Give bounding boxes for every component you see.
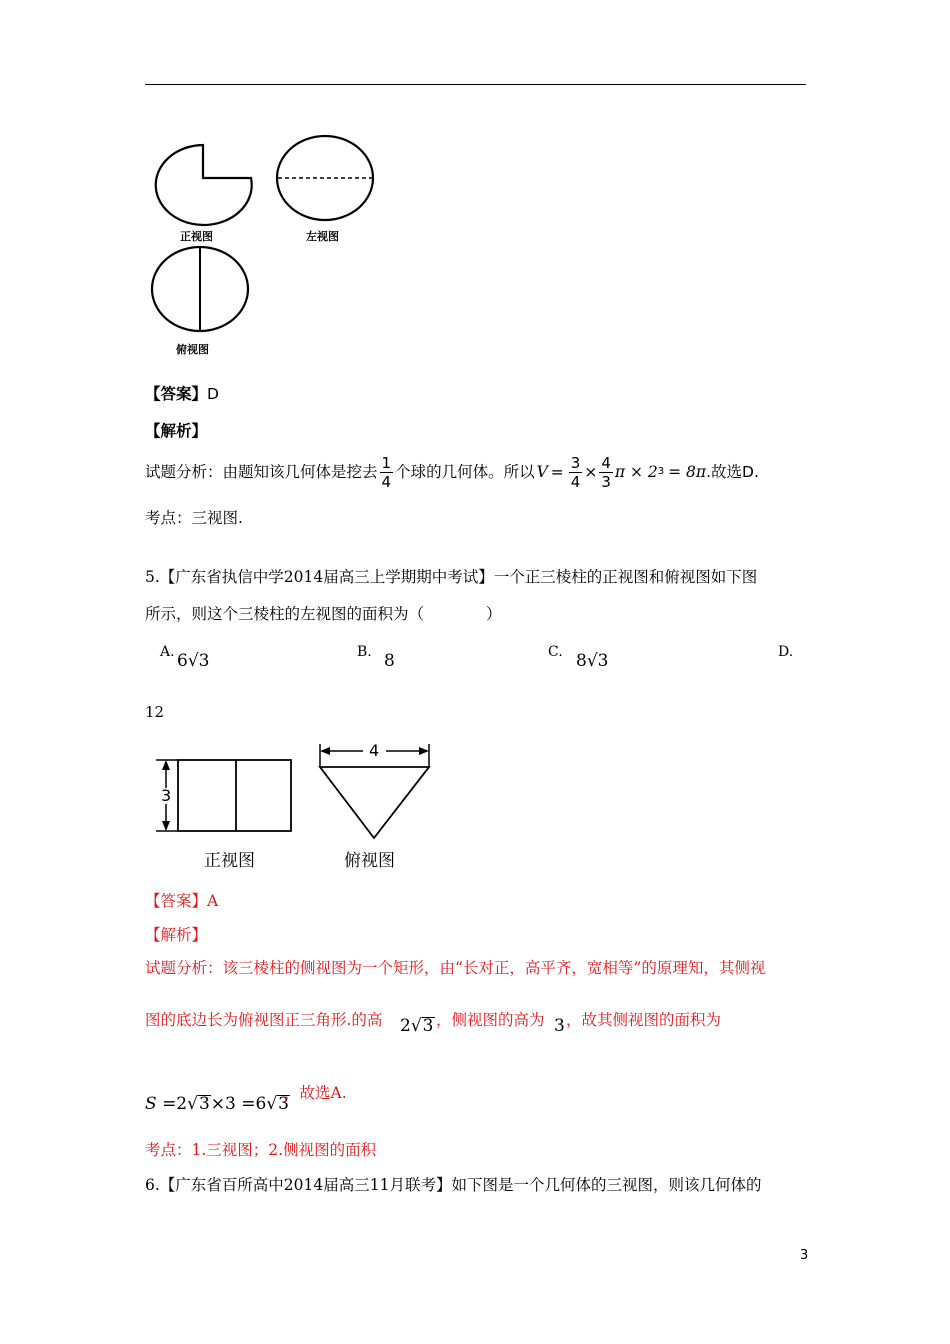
- q5-answer: [145, 891, 218, 911]
- dim-height-label: 3: [161, 786, 172, 805]
- analysis-suffix: .故选D.: [706, 463, 759, 481]
- h-value: [400, 1016, 435, 1036]
- option-c-letter: C.: [548, 644, 563, 660]
- frac-den: 3: [601, 472, 611, 491]
- q5-kaodian: 考点：1.三视图；2.侧视图的面积: [145, 1141, 377, 1159]
- height-value: 3: [554, 1016, 565, 1036]
- frac-num: 1: [381, 453, 392, 472]
- fraction-one-quarter: [380, 454, 394, 491]
- analysis-prefix: 试题分析：由题知该几何体是挖去: [145, 463, 378, 481]
- analysis-mid: 个球的几何体。所以: [395, 463, 535, 481]
- q5-analysis-line2a: 图的底边长为俯视图正三角形.的高: [145, 1011, 383, 1029]
- option-b-value: 8: [384, 651, 395, 671]
- var-V: V: [536, 463, 548, 481]
- frac-num: 3: [570, 453, 581, 472]
- frac-den: 4: [570, 472, 581, 491]
- frac-num: 4: [601, 453, 611, 472]
- page-number: 3: [800, 1248, 809, 1263]
- answer-value: A: [207, 892, 219, 910]
- fraction-four-thirds: [599, 454, 613, 491]
- h-radicand: 3: [422, 1016, 434, 1036]
- answer-tag: 【答案】: [145, 892, 208, 910]
- q5-question-line1: 5.【广东省执信中学2014届高三上学期期中考试】一个正三棱柱的正视图和俯视图如下图: [145, 568, 758, 586]
- front-view-label: 正视图: [180, 230, 213, 243]
- q4-analysis-line: [145, 452, 759, 492]
- front-view-shape: [156, 145, 252, 225]
- q5-analysis-line2b: ，侧视图的高为: [436, 1011, 545, 1029]
- exponent: 3: [657, 466, 665, 477]
- formula-rad1: 3: [198, 1094, 210, 1114]
- sqrt-sign: √: [266, 1094, 278, 1114]
- answer-tag: 【答案】: [145, 385, 208, 403]
- formula-suffix: ，故选A.: [284, 1084, 347, 1102]
- q4-kaodian: 考点：三视图.: [145, 509, 243, 527]
- left-view-label: 左视图: [306, 230, 339, 243]
- option-b-letter: B.: [357, 644, 372, 660]
- formula-S: S: [145, 1094, 157, 1114]
- answer-value: D: [207, 385, 219, 403]
- q6-question-line1: 6.【广东省百所高中2014届高三11月联考】如下图是一个几何体的三视图，则该几何体的: [145, 1176, 762, 1194]
- q5-top-view-label: 俯视图: [344, 851, 395, 871]
- q4-analysis-tag: 【解析】: [145, 422, 208, 440]
- q5-analysis-line1: 试题分析：该三棱柱的侧视图为一个矩形，由“长对正，高平齐，宽相等”的原理知，其侧视: [145, 959, 766, 977]
- formula-times: ×3 =6: [210, 1094, 267, 1114]
- sqrt-sign: √: [187, 1094, 198, 1114]
- option-a-value: 6√3: [177, 651, 210, 671]
- equals: =: [550, 463, 564, 481]
- front-view-rect: [178, 760, 291, 831]
- formula-rad2: 3: [278, 1094, 289, 1114]
- option-d-value: 12: [145, 703, 165, 721]
- q5-analysis-tag: 【解析】: [145, 926, 208, 944]
- frac-den: 4: [381, 472, 392, 491]
- q5-front-view-label: 正视图: [204, 851, 255, 871]
- option-c-value: 8√3: [576, 651, 609, 671]
- top-view-label: 俯视图: [176, 343, 209, 356]
- figure-prism-views: [150, 740, 440, 840]
- option-d-letter: D.: [778, 644, 794, 660]
- fraction-three-quarters: [569, 454, 583, 491]
- result: = 8π: [668, 463, 707, 481]
- q5-question-line2: 所示，则这个三棱柱的左视图的面积为（ ）: [145, 605, 502, 623]
- q4-answer: [145, 384, 219, 404]
- times: ×: [584, 463, 598, 481]
- q5-analysis-line2c: ，故其侧视图的面积为: [566, 1011, 722, 1029]
- option-a-letter: A.: [160, 644, 175, 660]
- top-view-triangle: [320, 767, 429, 838]
- area-formula: [145, 1094, 290, 1114]
- header-rule: [145, 84, 806, 85]
- formula-eq1: =2: [162, 1094, 188, 1114]
- dim-width-label: 4: [369, 741, 380, 760]
- pi-times-two: π × 2: [614, 463, 658, 481]
- h-coef: 2: [400, 1016, 411, 1036]
- sqrt-sign: √: [410, 1016, 422, 1036]
